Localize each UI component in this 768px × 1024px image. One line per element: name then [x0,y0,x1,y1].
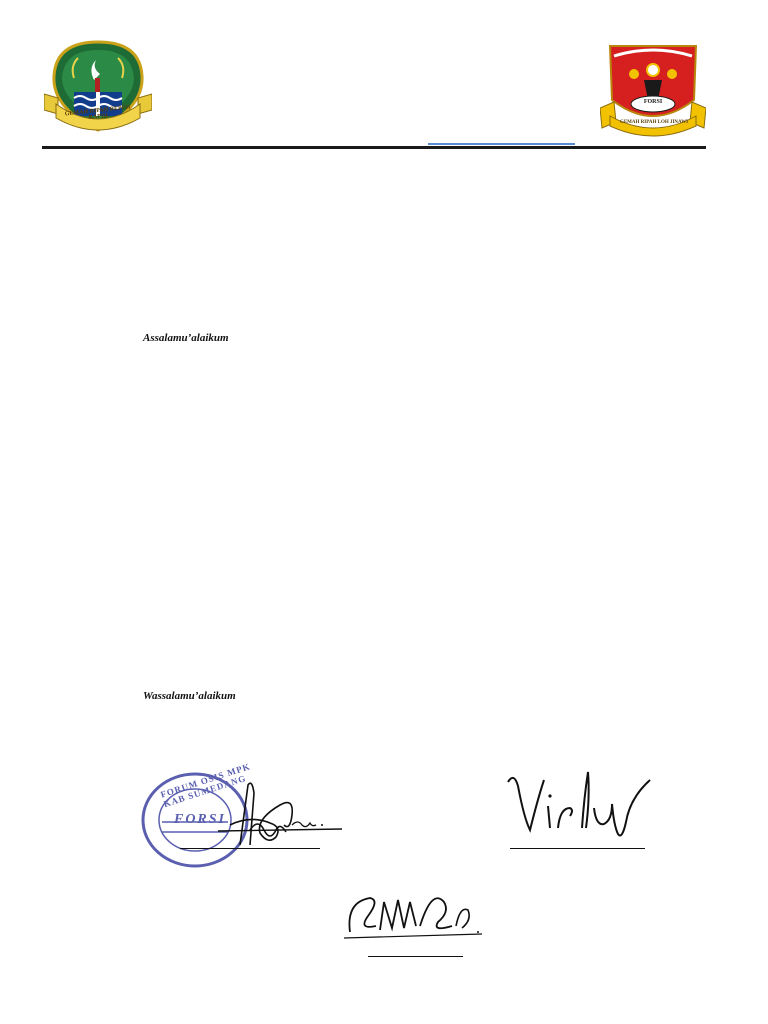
signature-2-line [510,848,645,849]
stamp-ring-text: FORUM OSIS MPK KAB SUMEDANG [159,761,252,810]
signature-1-line [180,848,320,849]
closing-text: Wassalamu’alaikum [143,690,236,702]
signature-1-icon [210,775,345,855]
stamp-center-text: FORSI [173,812,227,827]
header-accent-rule [428,143,575,145]
right-emblem-center-text: FORSI [643,99,663,105]
header-rule [42,146,706,149]
greeting-text: Assalamu’alaikum [143,332,229,344]
right-emblem-motto: GEMAH RIPAH LOH JINAWI [619,120,689,125]
left-emblem-motto: GEMAH RIPAH REPEH RAPIH [64,104,131,121]
signature-2-icon [500,768,665,840]
signature-3-icon [340,882,485,952]
signature-3-line [368,956,463,957]
